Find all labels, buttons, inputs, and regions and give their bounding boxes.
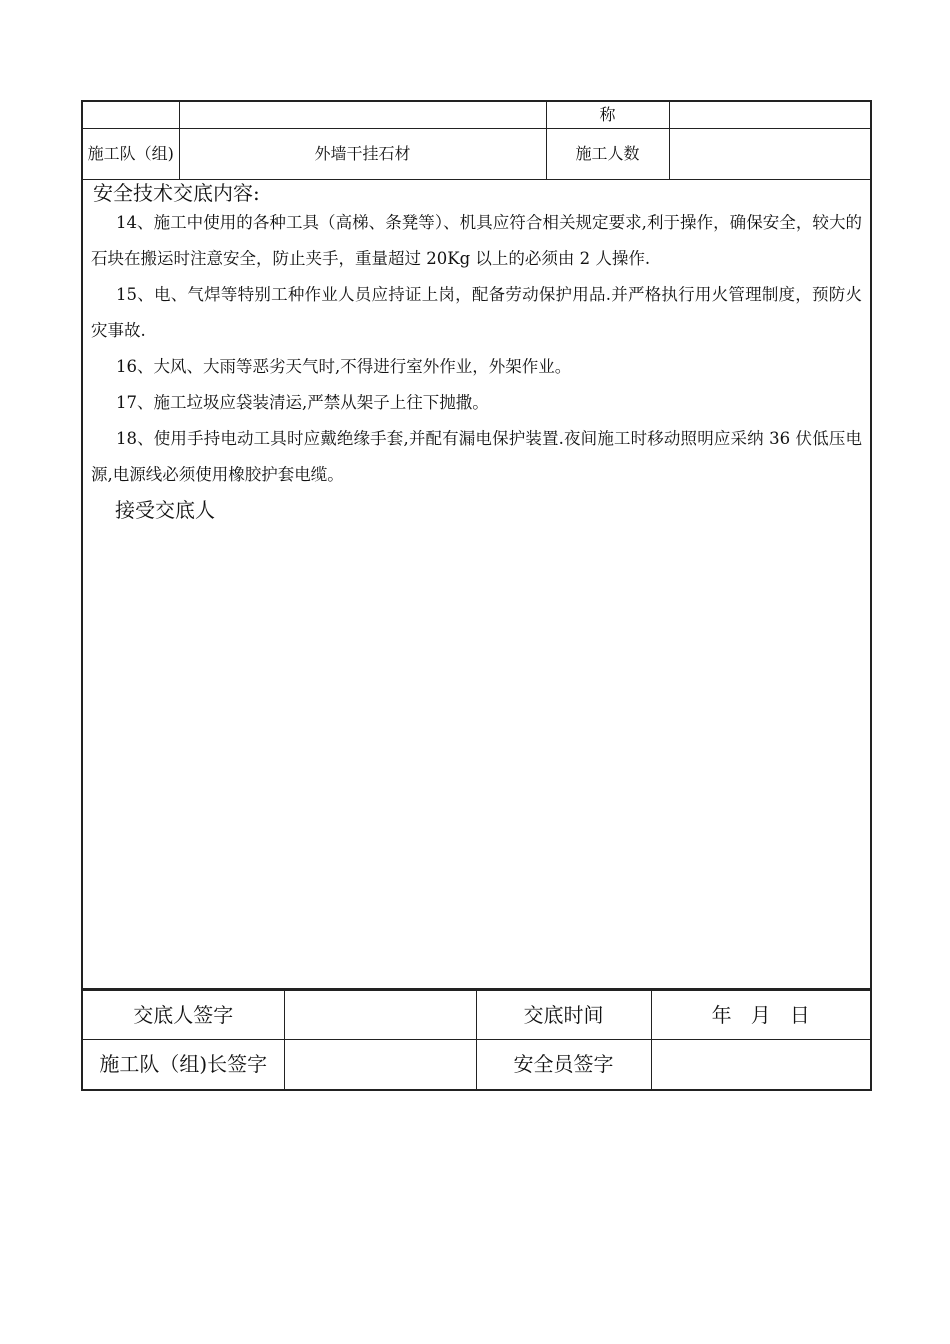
header-row-2 (82, 128, 871, 179)
disclosure-form (81, 100, 870, 1091)
team-label (82, 128, 179, 179)
footer-row-1 (82, 990, 871, 1039)
content-title: 安全技术交底内容: (93, 180, 260, 205)
content-item-16: 16、大风、大雨等恶劣天气时,不得进行室外作业，外架作业。 (116, 356, 572, 376)
safety-officer-sign-field[interactable] (651, 1039, 871, 1090)
footer-row-2 (82, 1039, 871, 1090)
team-leader-sign-label: 施工队（组)长签字 (82, 1039, 284, 1090)
header-cell-empty-3 (669, 101, 871, 128)
discloser-sign-field[interactable] (284, 990, 476, 1039)
project-value: 外墙干挂石材 (179, 128, 546, 179)
footer-table (81, 990, 872, 1092)
header-cell-empty-1 (82, 101, 179, 128)
content-item-17: 17、施工垃圾应袋装清运,严禁从架子上往下抛撒。 (116, 392, 489, 412)
date-field[interactable]: 年 月 日 (651, 990, 871, 1039)
accept-label: 接受交底人 (115, 497, 215, 522)
team-leader-sign-field[interactable] (284, 1039, 476, 1090)
header-table (81, 100, 872, 990)
content-item-15: 15、电、气焊等特别工种作业人员应持证上岗，配备劳动保护用品.并严格执行用火管理制度，预防火灾事故. (91, 284, 862, 340)
discloser-sign-label: 交底人签字 (82, 990, 284, 1039)
content-row (82, 179, 871, 989)
content-cell (82, 179, 871, 989)
workers-value (669, 128, 871, 179)
name-label-cell: 称 (546, 101, 669, 128)
header-row-1 (82, 101, 871, 128)
header-cell-empty-2 (179, 101, 546, 128)
team-label-text: 施工队（组) (87, 143, 174, 163)
content-item-18: 18、使用手持电动工具时应戴绝缘手套,并配有漏电保护装置.夜间施工时移动照明应采纳 36 伏低压电源,电源线必须使用橡胶护套电缆。 (91, 428, 862, 484)
workers-label: 施工人数 (546, 128, 669, 179)
content-item-14: 14、施工中使用的各种工具（高梯、条凳等）、机具应符合相关规定要求,利于操作，确保安全，较大的石块在搬运时注意安全，防止夹手，重量超过 20Kg 以上的必须由 2 人操作. (91, 212, 862, 268)
disclosure-time-label: 交底时间 (476, 990, 651, 1039)
safety-officer-sign-label: 安全员签字 (476, 1039, 651, 1090)
